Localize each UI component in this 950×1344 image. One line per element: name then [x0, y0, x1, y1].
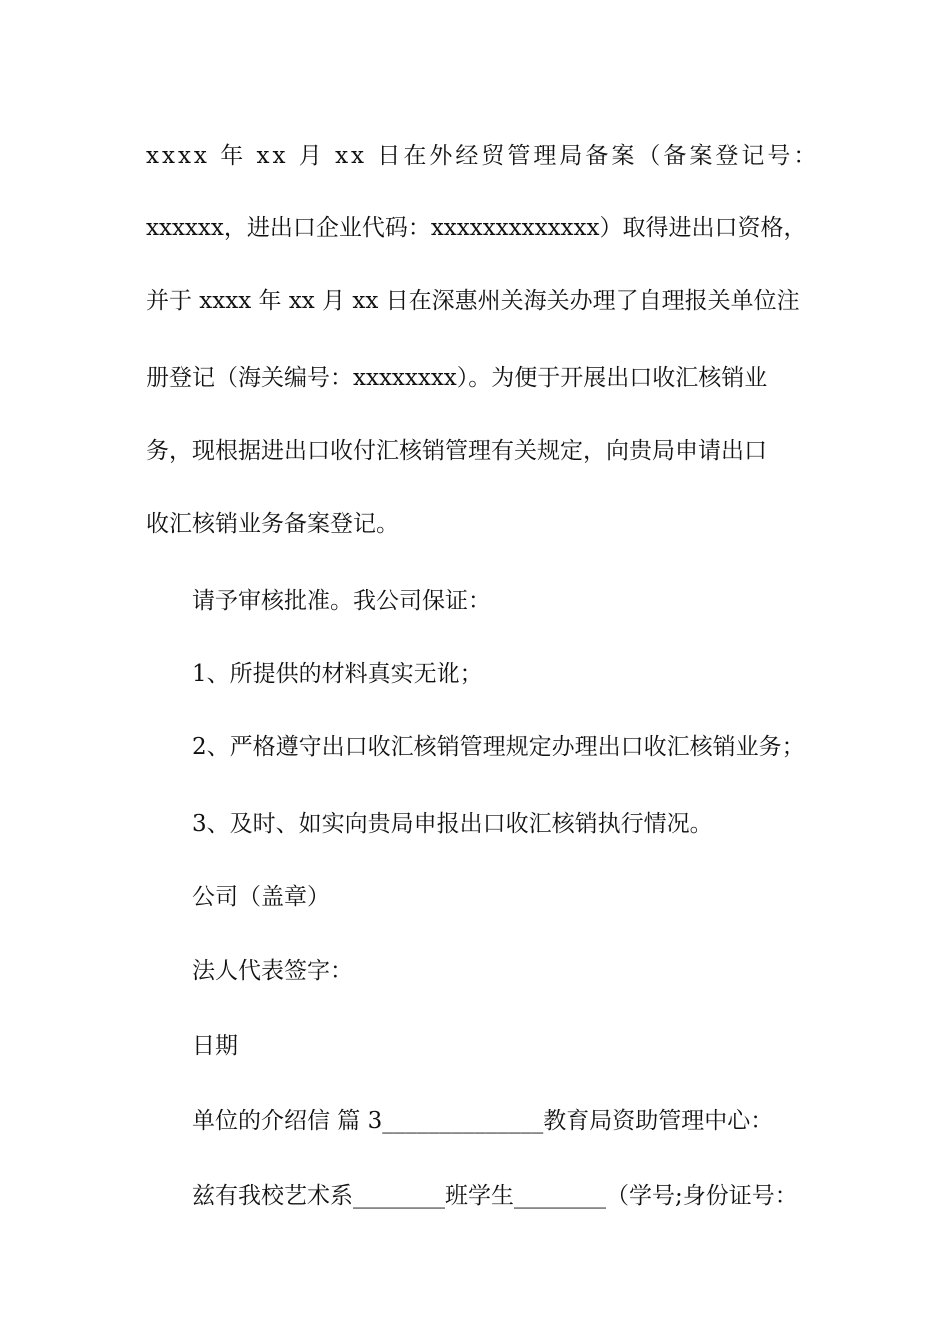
paragraph-line: 兹有我校艺术系________班学生________（学号;身份证号：: [192, 1183, 798, 1209]
signature-line: 法人代表签字：: [192, 958, 353, 984]
section-heading-line: 单位的介绍信 篇 3______________教育局资助管理中心：: [192, 1108, 774, 1134]
paragraph-line: xxxx 年 xx 月 xx 日在外经贸管理局备案（备案登记号：: [146, 143, 820, 169]
company-seal-line: 公司（盖章）: [192, 884, 330, 910]
date-line: 日期: [192, 1033, 238, 1059]
paragraph-line: 请予审核批准。我公司保证：: [192, 588, 491, 614]
paragraph-line: xxxxxx，进出口企业代码：xxxxxxxxxxxxx）取得进出口资格，: [146, 215, 807, 241]
paragraph-line: 收汇核销业务备案登记。: [146, 511, 399, 537]
list-item: 1、所提供的材料真实无讹；: [192, 661, 483, 687]
paragraph-line: 册登记（海关编号：xxxxxxxx）。为便于开展出口收汇核销业: [146, 365, 768, 391]
list-item: 3、及时、如实向贵局申报出口收汇核销执行情况。: [192, 811, 713, 837]
paragraph-line: 务，现根据进出口收付汇核销管理有关规定，向贵局申请出口: [146, 438, 767, 464]
paragraph-line: 并于 xxxx 年 xx 月 xx 日在深惠州关海关办理了自理报关单位注: [146, 288, 800, 314]
list-item: 2、严格遵守出口收汇核销管理规定办理出口收汇核销业务；: [192, 734, 805, 760]
